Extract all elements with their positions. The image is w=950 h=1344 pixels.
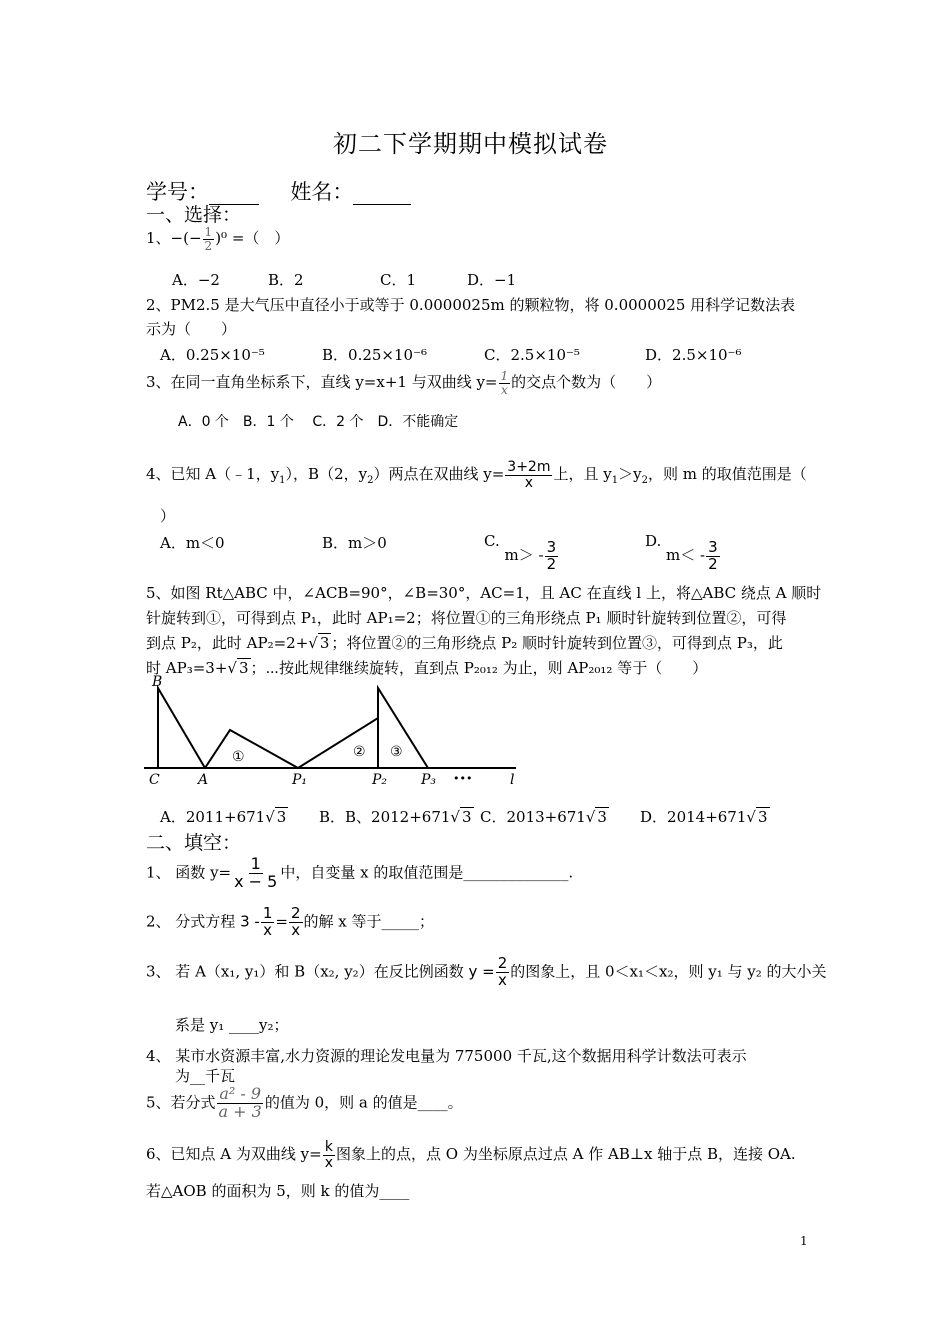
f3-line-2: 系是 y₁ ____y₂；	[175, 1016, 289, 1034]
q1-fraction-denominator: 2	[204, 238, 213, 253]
sqrt-3: √ 3	[308, 634, 330, 652]
q5-option-c-text: C．2013+671	[480, 808, 586, 826]
page-title: 初二下学期期中模拟试卷	[333, 130, 608, 158]
q1-option-d: D．−1	[467, 271, 517, 289]
f2-fraction-2	[289, 906, 303, 939]
q5-line-2: 针旋转到①，可得到点 P₁，此时 AP₁=2；将位置①的三角形绕点 P₁ 顺时针旋转到位置②，可得	[146, 609, 787, 627]
f2-fraction-1	[261, 906, 275, 939]
continuation-dots: •••	[453, 772, 473, 785]
fill-question-3	[146, 956, 827, 989]
q5-option-a	[160, 806, 288, 827]
f4-line-1: 4、 某市水资源丰富,水力资源的理论发电量为 775000 千瓦,这个数据用科学计数法可表示	[146, 1047, 747, 1065]
sqrt-3: √ 3	[746, 808, 768, 826]
q5-line-1: 5、如图 Rt△ABC 中，∠ACB=90°，∠B=30°，AC=1，且 AC 在直线 l 上，将△ABC 绕点 A 顺时	[146, 584, 822, 602]
student-number-label: 学号：	[146, 180, 209, 204]
f6-fraction-numerator: k	[324, 1139, 333, 1155]
q5-line-4-start: 时 AP₃=3+	[146, 659, 228, 677]
q4-sub-4: 2	[641, 475, 648, 487]
f3-y-equals: y =	[468, 962, 495, 981]
q4-option-d-numerator: 3	[708, 538, 718, 556]
q4-option-d-expr: m＜ -	[666, 546, 706, 565]
circle-label-2: ②	[353, 744, 366, 760]
q4-text-e: ＞y	[618, 465, 642, 484]
f5-fraction	[217, 1086, 264, 1121]
f6-text-b: 图象上的点，点 O 为坐标原点过点 A 作 AB⊥x 轴于点 B，连接 OA.	[336, 1145, 796, 1164]
triangle-position-2	[298, 718, 378, 768]
fill-question-5	[146, 1086, 463, 1121]
f6-line-2: 若△AOB 的面积为 5，则 k 的值为____	[146, 1182, 410, 1200]
label-b: B	[152, 674, 163, 690]
section-one-heading: 一、选择：	[146, 204, 242, 226]
page-number: 1	[800, 1234, 808, 1248]
label-a: A	[198, 772, 209, 788]
q4-fraction-numerator: 3+2m	[507, 459, 551, 475]
question-1	[146, 226, 289, 252]
q4-sub-3: 1	[611, 475, 619, 487]
q4-sub-2: 2	[367, 475, 374, 487]
f1-fraction-denominator: x − 5	[234, 871, 278, 891]
q1-expr-end: )⁰ =（ ）	[215, 229, 290, 248]
q2-line-2: 示为（ ）	[146, 320, 237, 338]
q4-text-b: ），B（2，y	[285, 465, 368, 484]
q3-options: A．0 个 B．1 个 C．2 个 D．不能确定	[178, 414, 459, 430]
f2-fraction-1-denominator: x	[263, 920, 273, 939]
f1-prefix: 1、 函数 y=	[146, 863, 232, 882]
f1-fraction-numerator: 1	[250, 854, 261, 873]
f3-fraction-denominator: x	[498, 970, 507, 989]
q3-text-end: 的交点个数为（ ）	[511, 373, 662, 392]
q1-fraction	[203, 226, 215, 252]
section-two-heading: 二、填空：	[146, 832, 242, 854]
sqrt-radicand: 3	[319, 634, 330, 652]
f6-text-a: 6、已知点 A 为双曲线 y=	[146, 1145, 322, 1164]
q5-line-4-end: ；⋯按此规律继续旋转，直到点 P₂₀₁₂ 为止，则 AP₂₀₁₂ 等于（ ）	[250, 659, 708, 677]
label-l: l	[510, 772, 515, 788]
q1-expr-start: −(−	[170, 229, 202, 248]
q1-fraction-numerator: 1	[204, 225, 213, 239]
rotation-figure	[140, 672, 530, 798]
q2-option-d: D．2.5×10⁻⁶	[645, 346, 742, 364]
question-4	[146, 460, 807, 490]
f1-fraction	[232, 856, 279, 891]
q4-option-c	[484, 532, 559, 573]
q3-fraction-denominator: x	[500, 382, 508, 397]
sqrt-radicand: 3	[238, 659, 249, 677]
f3-fraction-numerator: 2	[497, 954, 508, 972]
q4-option-c-label: C.	[484, 532, 500, 550]
fill-question-6	[146, 1140, 796, 1170]
q5-option-d	[640, 806, 770, 827]
sqrt-3: √ 3	[450, 808, 472, 826]
q4-text-d: 上，且 y	[553, 465, 612, 484]
q4-option-c-numerator: 3	[546, 538, 557, 556]
f5-fraction-numerator: a² - 9	[219, 1084, 262, 1103]
f3-fraction	[496, 956, 510, 989]
f3-text-b: 的图象上，且 0＜x₁＜x₂，则 y₁ 与 y₂ 的大小关	[510, 962, 827, 981]
q4-option-d	[645, 532, 721, 573]
f5-text: 的值为 0，则 a 的值是____。	[264, 1093, 463, 1112]
label-p3: P₃	[421, 772, 437, 788]
q4-option-c-fraction	[545, 540, 559, 573]
circle-label-3: ③	[390, 744, 403, 760]
q4-sub-1: 1	[279, 475, 286, 487]
f5-prefix: 5、若分式	[146, 1093, 216, 1112]
circle-label-1: ①	[232, 749, 245, 765]
q5-line-3	[146, 632, 783, 653]
label-p1: P₁	[292, 772, 308, 788]
sqrt-3: √ 3	[265, 808, 287, 826]
q3-fraction-numerator: 1	[500, 369, 509, 383]
q5-option-a-text: A．2011+671	[160, 808, 266, 826]
q4-option-c-expr: m＞ -	[504, 546, 544, 565]
sqrt-radicand: 3	[597, 808, 607, 826]
f1-text: 中，自变量 x 的取值范围是______________.	[280, 863, 574, 882]
name-blank	[353, 180, 411, 205]
q2-option-b: B．0.25×10⁻⁶	[322, 346, 428, 364]
q1-option-b: B．2	[268, 271, 304, 289]
triangle-position-1	[205, 730, 298, 768]
sqrt-3: √ 3	[585, 808, 607, 826]
f4-line-2: 为__千瓦	[175, 1067, 236, 1085]
f2-fraction-2-denominator: x	[291, 920, 301, 939]
f2-fraction-1-numerator: 1	[262, 904, 273, 922]
f2-equation-start: 3 -	[240, 912, 260, 931]
fill-question-1	[146, 856, 573, 891]
q4-option-d-denominator: 2	[708, 554, 718, 573]
f2-equals: =	[275, 912, 288, 931]
q4-text-c: ）两点在双曲线 y=	[373, 465, 505, 484]
q1-number: 1、	[146, 229, 171, 248]
sqrt-3: √ 3	[227, 659, 249, 677]
f2-text: 的解 x 等于_____；	[303, 912, 434, 931]
q5-line-3-end: ；将位置②的三角形绕点 P₂ 顺时针旋转到位置③，可得到点 P₃，此	[331, 634, 783, 652]
q4-text-f: ，则 m 的取值范围是（	[647, 465, 807, 484]
q4-option-d-label: D.	[645, 532, 662, 550]
name-label: 姓名：	[290, 180, 354, 204]
q1-option-a: A．−2	[172, 271, 220, 289]
f3-text-a: 3、 若 A（x₁, y₁）和 B（x₂, y₂）在反比例函数	[146, 962, 464, 981]
question-3	[146, 370, 661, 396]
q4-fraction	[505, 460, 552, 490]
label-p2: P₂	[372, 772, 388, 788]
q5-line-3-start: 到点 P₂，此时 AP₂=2+	[146, 634, 309, 652]
q4-option-c-denominator: 2	[546, 554, 557, 573]
f6-fraction-denominator: x	[324, 1154, 334, 1171]
q5-option-d-text: D．2014+671	[640, 808, 747, 826]
q4-option-a: A．m＜0	[160, 534, 225, 552]
f5-fraction-denominator: a + 3	[218, 1101, 262, 1121]
q4-line-2: ）	[160, 507, 176, 525]
f2-fraction-2-numerator: 2	[290, 904, 301, 922]
q2-option-c: C．2.5×10⁻⁵	[484, 346, 580, 364]
label-c: C	[149, 772, 160, 788]
q3-text-start: 3、在同一直角坐标系下，直线 y=x+1 与双曲线 y=	[146, 373, 498, 392]
fill-question-2	[146, 906, 434, 939]
triangle-abc	[158, 688, 205, 768]
q2-line-1: 2、PM2.5 是大气压中直径小于或等于 0.0000025m 的颗粒物，将 0.0000025 用科学记数法表	[146, 296, 796, 314]
f6-fraction	[323, 1140, 335, 1170]
q4-option-d-fraction	[706, 540, 720, 573]
sqrt-radicand: 3	[276, 808, 287, 826]
q5-option-c	[480, 806, 609, 827]
q4-fraction-denominator: x	[524, 474, 534, 491]
q4-option-b: B．m＞0	[322, 534, 387, 552]
triangle-position-3	[378, 688, 428, 768]
sqrt-radicand: 3	[757, 808, 768, 826]
q4-text-a: 4、已知 A（﹣1，y	[146, 465, 280, 484]
q1-option-c: C．1	[380, 271, 417, 289]
q3-fraction	[499, 370, 511, 396]
q5-option-b-text: B．B、2012+671	[319, 808, 451, 826]
q5-option-b	[319, 806, 474, 827]
q2-option-a: A．0.25×10⁻⁵	[160, 346, 265, 364]
f2-prefix: 2、 分式方程	[146, 912, 236, 931]
sqrt-radicand: 3	[461, 808, 472, 826]
